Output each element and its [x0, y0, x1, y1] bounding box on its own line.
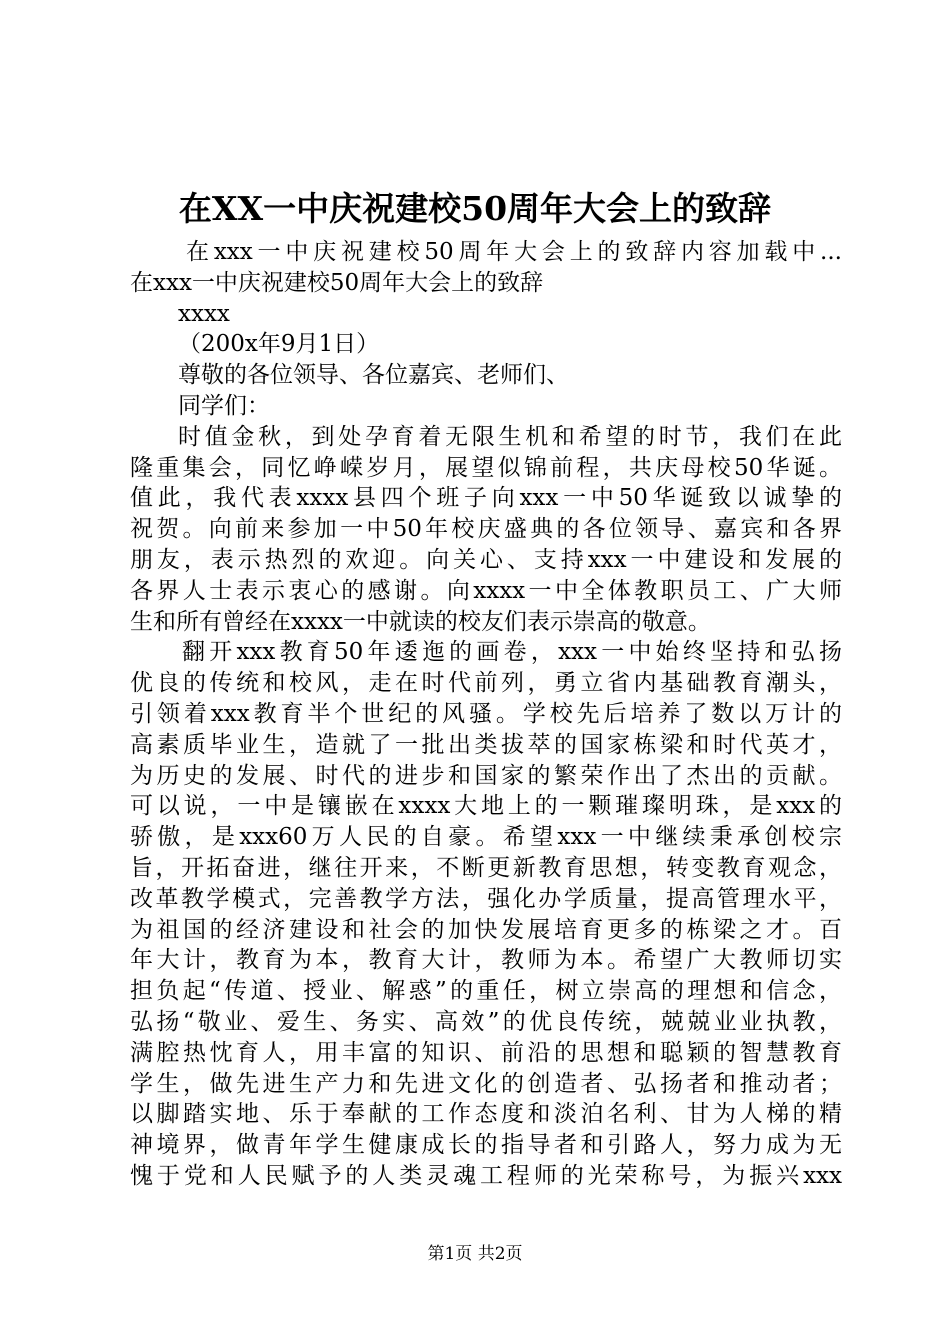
paragraph-line: 年大计，教育为本，教育大计，教师为本。希望广大教师切实 — [130, 947, 842, 974]
page-footer: 第1页 共2页 — [427, 1244, 523, 1264]
paragraph-line: 弘扬“敬业、爱生、务实、高效”的优良传统，兢兢业业执教， — [130, 1008, 842, 1035]
document-title: 在XX一中庆祝建校50周年大会上的致辞 — [178, 189, 772, 228]
paragraph-line: 满腔热忱育人，用丰富的知识、前沿的思想和聪颖的智慧教育 — [130, 1039, 842, 1066]
paragraph-line: 可以说，一中是镶嵌在xxxx大地上的一颗璀璨明珠，是xxx的 — [130, 793, 842, 820]
date-line: （200x年9月1日） — [178, 331, 380, 358]
paragraph-line: 骄傲，是xxx60万人民的自豪。希望xxx一中继续秉承创校宗 — [130, 824, 842, 851]
paragraph-line: 时值金秋，到处孕育着无限生机和希望的时节，我们在此 — [178, 423, 842, 450]
paragraph-line: 生和所有曾经在xxxx一中就读的校友们表示崇高的敬意。 — [130, 608, 711, 635]
paragraph-line: 旨，开拓奋进，继往开来，不断更新教育思想，转变教育观念， — [130, 854, 842, 881]
paragraph-line: 以脚踏实地、乐于奉献的工作态度和淡泊名利、甘为人梯的精 — [130, 1101, 842, 1128]
subtitle-line: 在xxx一中庆祝建校50周年大会上的致辞 — [130, 269, 544, 296]
salutation-line: 同学们： — [178, 392, 270, 419]
document-body — [130, 237, 842, 1192]
paragraph-line: 祝贺。向前来参加一中50年校庆盛典的各位领导、嘉宾和各界 — [130, 516, 842, 543]
author-line: xxxx — [178, 300, 230, 327]
paragraph-line: 担负起“传道、授业、解惑”的重任，树立崇高的理想和信念， — [130, 978, 842, 1005]
paragraph-line: 神境界，做青年学生健康成长的指导者和引路人，努力成为无 — [130, 1132, 842, 1159]
paragraph-line: 值此，我代表xxxx县四个班子向xxx一中50华诞致以诚挚的 — [130, 485, 842, 512]
paragraph-line: 为历史的发展、时代的进步和国家的繁荣作出了杰出的贡献。 — [130, 762, 842, 789]
paragraph-line: 愧于党和人民赋予的人类灵魂工程师的光荣称号，为振兴xxx — [130, 1162, 842, 1189]
paragraph-line: 隆重集会，同忆峥嵘岁月，展望似锦前程，共庆母校50华诞。 — [130, 454, 842, 481]
paragraph-line: 引领着xxx教育半个世纪的风骚。学校先后培养了数以万计的 — [130, 700, 842, 727]
paragraph-line: 高素质毕业生，造就了一批出类拔萃的国家栋梁和时代英才， — [130, 731, 842, 758]
paragraph-line: 改革教学模式，完善教学方法，强化办学质量，提高管理水平， — [130, 885, 842, 912]
paragraph-line: 各界人士表示衷心的感谢。向xxxx一中全体教职员工、广大师 — [130, 577, 842, 604]
paragraph-line: 为祖国的经济建设和社会的加快发展培育更多的栋梁之才。百 — [130, 916, 842, 943]
paragraph-line: 优良的传统和校风，走在时代前列，勇立省内基础教育潮头， — [130, 670, 842, 697]
paragraph-line: 朋友，表示热烈的欢迎。向关心、支持xxx一中建设和发展的 — [130, 546, 842, 573]
paragraph-line: 学生，做先进生产力和先进文化的创造者、弘扬者和推动者； — [130, 1070, 842, 1097]
loading-line: 在xxx一中庆祝建校50周年大会上的致辞内容加载中... — [186, 239, 842, 265]
salutation-line: 尊敬的各位领导、各位嘉宾、老师们、 — [178, 362, 569, 389]
paragraph-line: 翻开xxx教育50年逶迤的画卷，xxx一中始终坚持和弘扬 — [182, 639, 842, 666]
